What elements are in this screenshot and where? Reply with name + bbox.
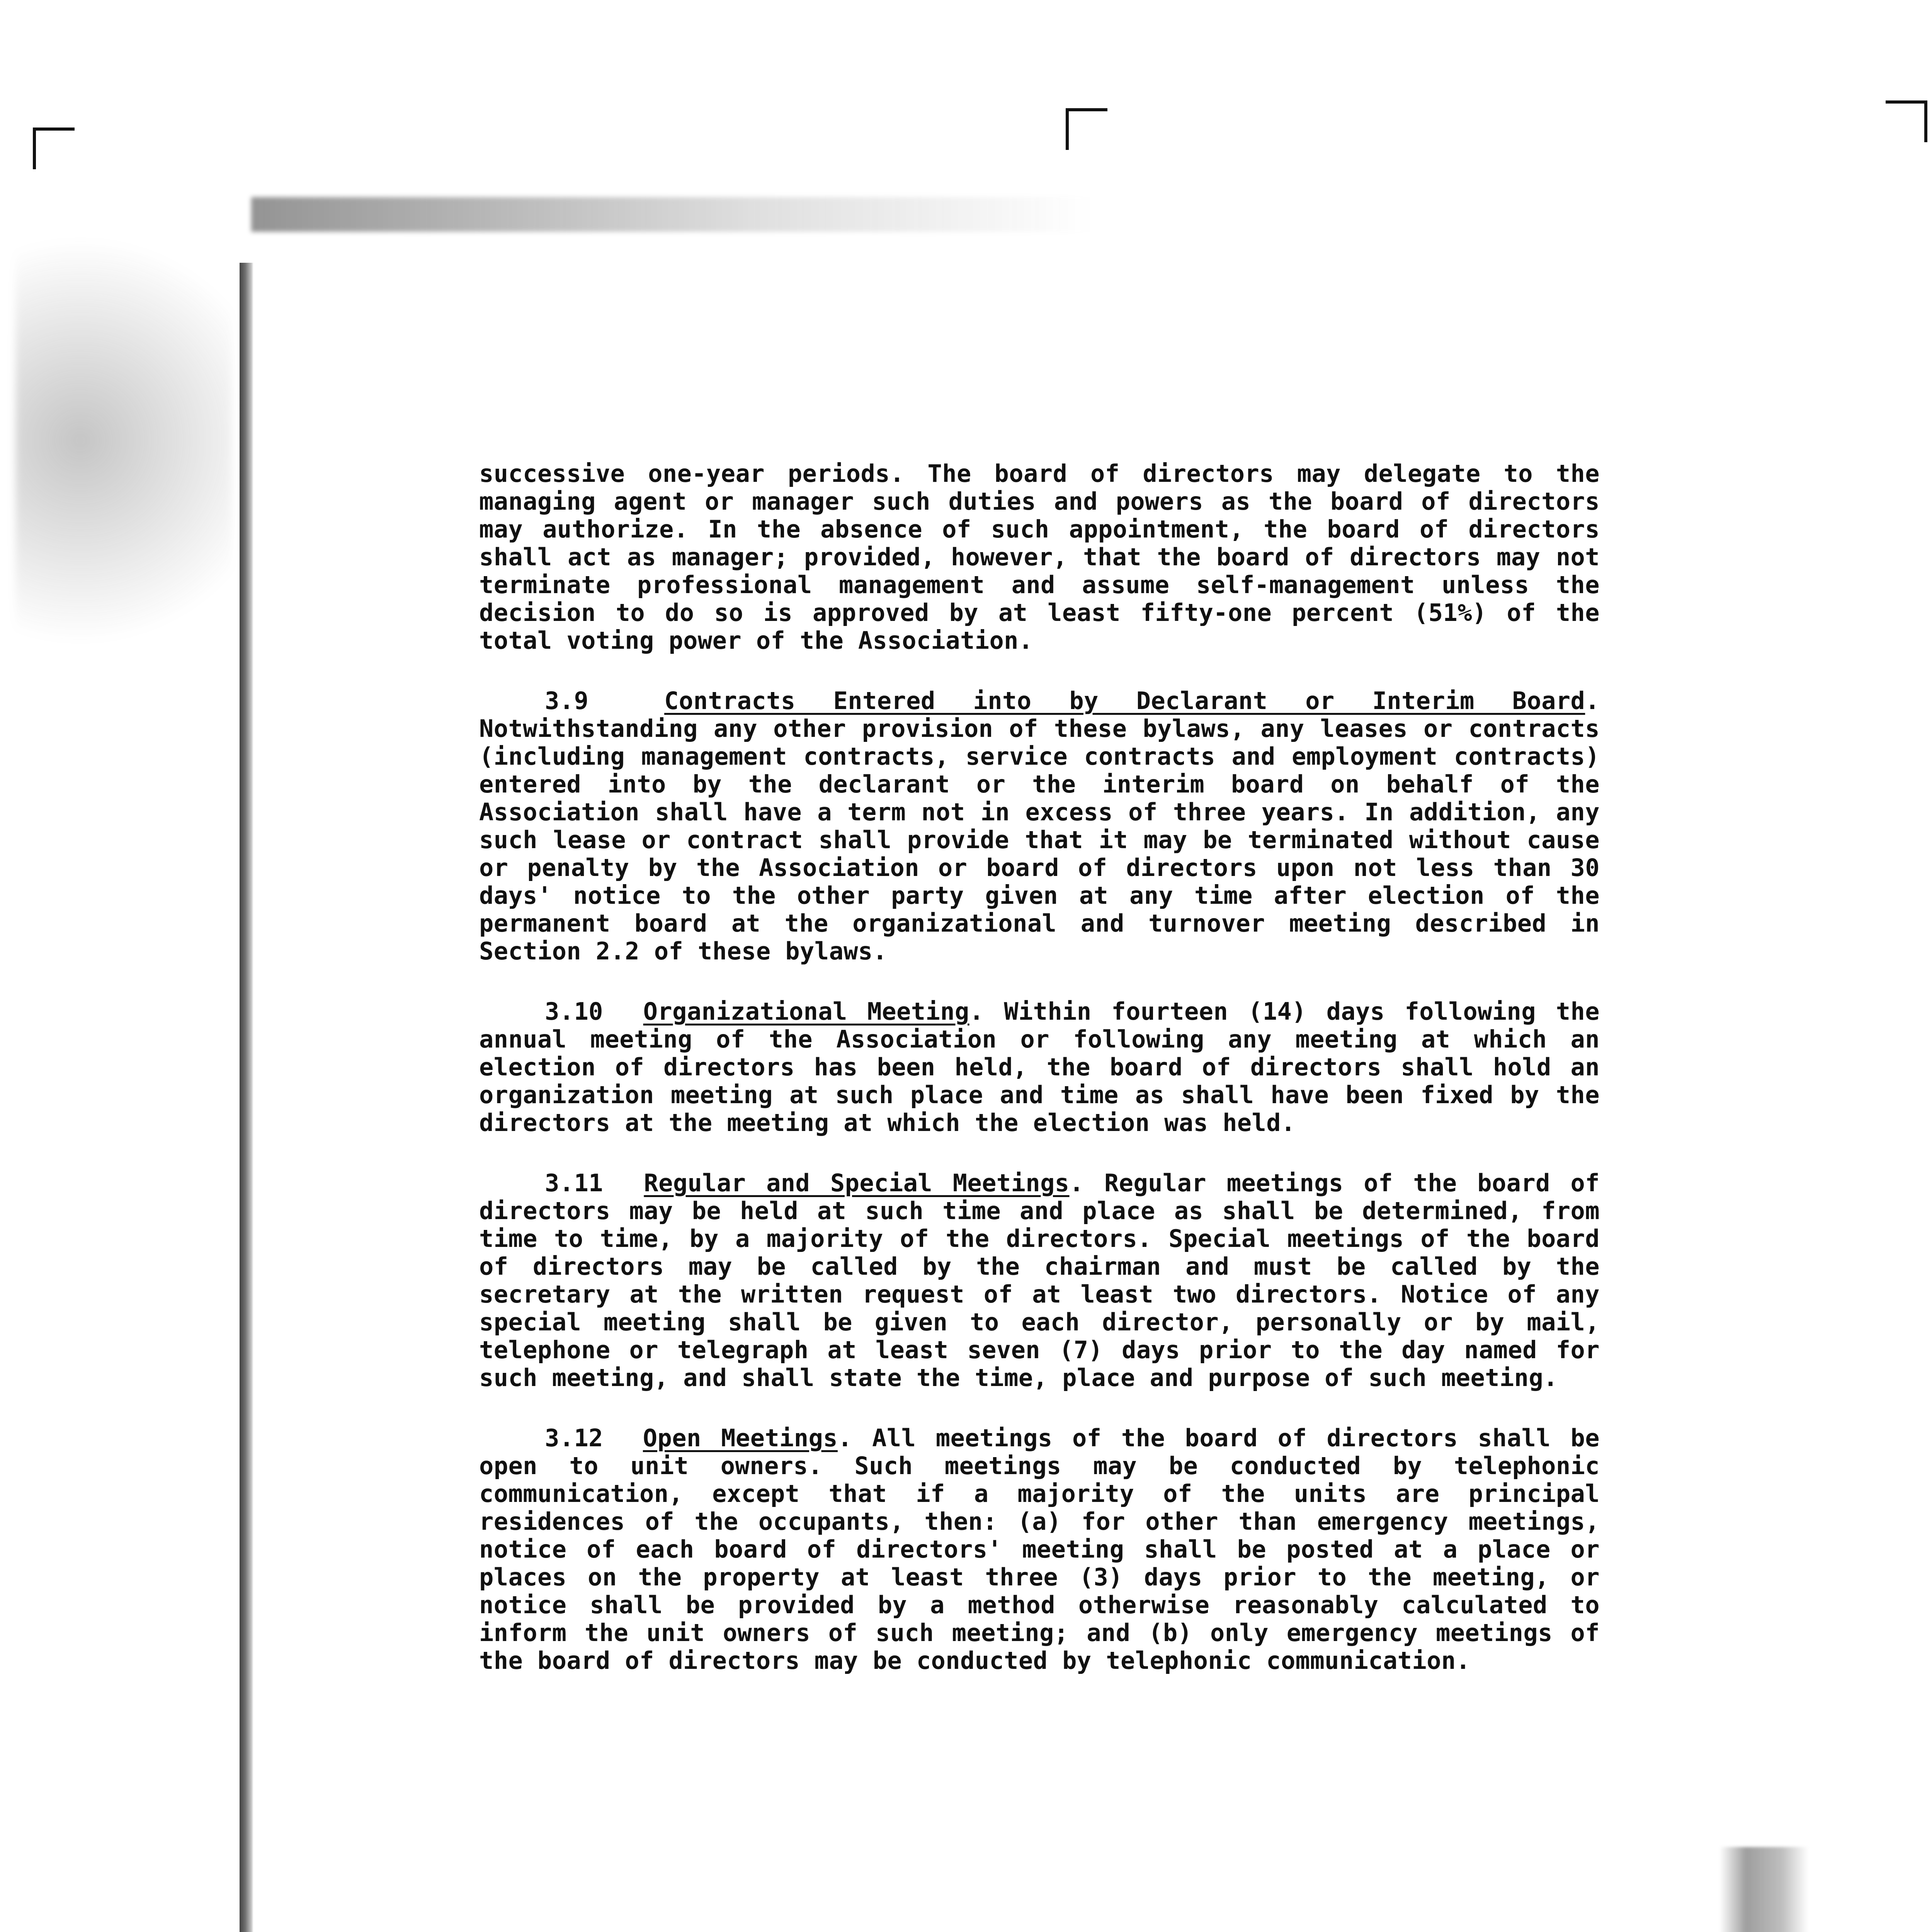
section-number: 3.10 [545,997,603,1026]
section-heading: Regular and Special Meetings [644,1169,1070,1197]
crop-mark-top-left [33,128,75,169]
document-body [479,460,1600,1707]
crop-mark-top-center [1066,108,1107,150]
section-body: . Within fourteen (14) days following the annual meeting of the Association or following any meeting at which an election of directors has been held, the board of directors shall hold an organization meeting at such place and time as shall have been fixed by the directors at the meeting at which the election was held. [479,997,1600,1137]
scan-noise-left [15,240,232,742]
crop-mark-top-right [1886,100,1927,142]
section-heading: Contracts Entered into by Declarant or Interim Board [664,687,1585,715]
section-3-11 [479,1169,1600,1392]
paragraph-continuation: successive one-year periods. The board of directors may delegate to the managing agent or manager such duties and powers as the board of directors may authorize. In the absence of such appointment, the board of directors shall act as manager; provided, however, that the board of directors may not terminate professional management and assume self-management unless the decision to do so is approved by at least fifty-one percent (51%) of the total voting power of the Association. [479,459,1600,655]
section-number: 3.9 [545,687,589,715]
scan-shadow-left [240,263,253,1932]
section-body: . Regular meetings of the board of directors may be held at such time and place as shall be determined, from time to time, by a majority of the directors. Special meetings of the board of directors may be called by the chairman and must be called by the secretary at the written request of at least two directors. Notice of any special meeting shall be given to each director, personally or by mail, telephone or telegraph at least seven (7) days prior to the day named for such meeting, and shall state the time, place and purpose of such meeting. [479,1169,1600,1392]
scan-margin-strip [1719,1847,1808,1932]
section-body: . All meetings of the board of directors shall be open to unit owners. Such meetings may be conducted by telephonic communication, except that if a majority of the units are principal residences of the occupants, then: (a) for other than emergency meetings, notice of each board of directors' meeting shall be posted at a place or places on the property at least three (3) days prior to the meeting, or notice shall be provided by a method otherwise reasonably calculated to inform the unit owners of such meeting; and (b) only emergency meetings of the board of directors may be conducted by telephonic communication. [479,1424,1600,1675]
section-3-12 [479,1424,1600,1675]
section-heading: Organizational Meeting [643,997,969,1026]
section-3-9 [479,687,1600,965]
section-3-10 [479,998,1600,1137]
section-body: . Notwithstanding any other provision of these bylaws, any leases or contracts (including management contracts, service contracts and employment contracts) entered into by the declarant or the interim board on behalf of the Association shall have a term not in excess of three years. In addition, any such lease or contract shall provide that it may be terminated without cause or penalty by the Association or board of directors upon not less than 30 days' notice to the other party given at any time after election of the permanent board at the organizational and turnover meeting described in Section 2.2 of these bylaws. [479,687,1600,965]
scan-shadow-top [251,197,1094,232]
section-number: 3.12 [545,1424,603,1452]
section-heading: Open Meetings [643,1424,838,1452]
section-number: 3.11 [545,1169,603,1197]
